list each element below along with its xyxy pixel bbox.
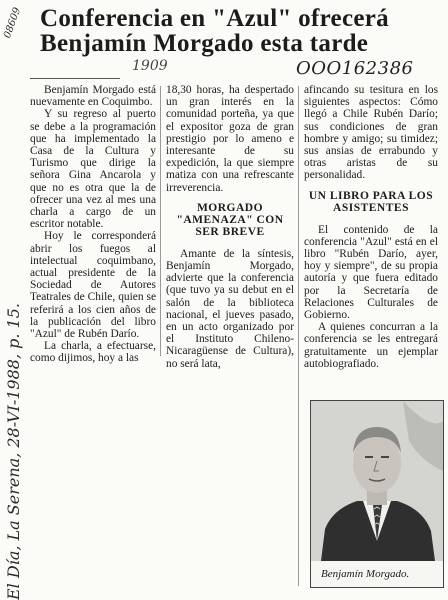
article-column-2 <box>166 84 294 370</box>
column-divider-1 <box>160 86 161 356</box>
paragraph: Hoy le corresponderá abrir los fuegos al intelectual coquimbano, actual presidente de la Sociedad de Autores Teatrales de Chile, quien se referirá a los cien años de la publicación del libro "Azul" de Rubén Darío. <box>30 230 156 341</box>
headline-line-2: Benjamín Morgado esta tarde <box>40 30 369 57</box>
article-column-1 <box>30 84 156 365</box>
handwritten-source-note: El Día, La Serena, 28-VI-1988, p. 15. <box>4 303 23 600</box>
paragraph: A quienes concurran a la conferencia se les entregará gratuitamente un ejemplar autobiografiado. <box>304 321 438 370</box>
paragraph: Amante de la síntesis, Benjamín Morgado, advierte que la conferencia (que tuvo ya su debut en el salón de la biblioteca nacional, el jueves pasado, en un acto organizado por el Instituto Chileno-Nicaragüense de Cultura), no será lata, <box>166 247 294 370</box>
headline-line-1: Conferencia en "Azul" ofrecerá <box>40 5 389 32</box>
headline-rule-left <box>30 78 120 79</box>
paragraph: Y su regreso al puerto se debe a la programación que ha implementado la Casa de la Cultura y Turismo que dirige la señora Gina Ancarola y que no es otra que la de ofrecer una vez al mes una charla a cargo de un escritor notable. <box>30 108 156 231</box>
column-divider-2 <box>298 86 299 586</box>
handwritten-archive-number: 08609 <box>2 6 24 40</box>
headline <box>40 6 440 56</box>
photo-caption: Benjamín Morgado. <box>311 561 443 587</box>
paragraph: afincando su tesitura en los siguientes aspectos: Cómo llegó a Chile Rubén Darío; sus condiciones de gran hombre y amigo; su timidez; sus ansias de errabundo y otras aristas de su personalidad. <box>304 84 438 182</box>
paragraph: La charla, a efectuarse, como dijimos, hoy a las <box>30 340 156 365</box>
portrait-photo <box>310 400 444 588</box>
paragraph: 18,30 horas, ha despertado un gran interés en la comunidad porteña, ya que el expositor goza de gran prestigio por lo ameno e interesante de su expedición, la que siempre matiza con una refrescante irreverencia. <box>166 84 294 194</box>
paragraph: El contenido de la conferencia "Azul" está en el libro "Rubén Darío, ayer, hoy y siempre", de su propia autoría y que fuera editado por la Secretaría de Relaciones Culturales de Gobierno. <box>304 223 438 322</box>
paragraph: Benjamín Morgado está nuevamente en Coquimbo. <box>30 84 156 109</box>
handwritten-catalog-code: OOO162386 <box>296 58 414 79</box>
article-column-3 <box>304 84 438 370</box>
portrait-illustration <box>311 401 443 561</box>
subheading: UN LIBRO PARA LOS ASISTENTES <box>308 189 434 214</box>
handwritten-year: 1909 <box>132 58 168 74</box>
subheading: MORGADO "AMENAZA" CON SER BREVE <box>176 201 284 238</box>
